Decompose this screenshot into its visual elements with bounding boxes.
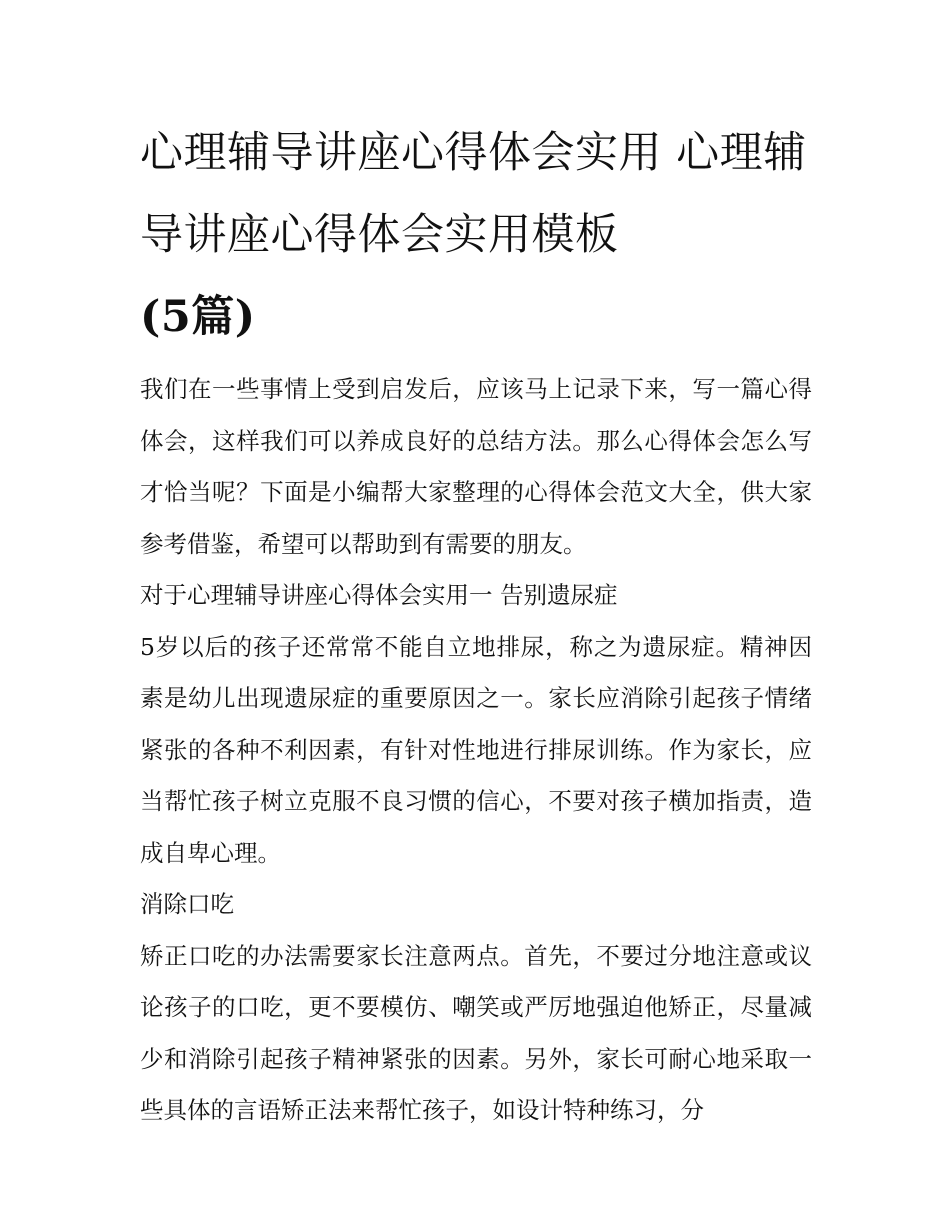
intro-paragraph: 我们在一些事情上受到启发后，应该马上记录下来，写一篇心得体会，这样我们可以养成良好的总结方法。那么心得体会怎么写才恰当呢？下面是小编帮大家整理的心得体会范文大全，供大家参考借鉴，希望可以帮助到有需要的朋友。	[140, 375, 812, 558]
document-page	[140, 112, 812, 1137]
section-body-1: 5岁以后的孩子还常常不能自立地排尿，称之为遗尿症。精神因素是幼儿出现遗尿症的重要原因之一。家长应消除引起孩子情绪紧张的各种不利因素，有针对性地进行排尿训练。作为家长，应当帮忙孩子树立克服不良习惯的信心，不要对孩子横加指责，造成自卑心理。	[140, 632, 812, 867]
section-body-2: 矫正口吃的办法需要家长注意两点。首先，不要过分地注意或议论孩子的口吃，更不要模仿、嘲笑或严厉地强迫他矫正，尽量减少和消除引起孩子精神紧张的因素。另外，家长可耐心地采取一些具体的言语矫正法来帮忙孩子，如设计特种练习，分	[140, 941, 812, 1124]
document-title-suffix: (5篇)	[140, 292, 256, 342]
document-title-text: 心理辅导讲座心得体会实用 心理辅导讲座心得体会实用模板	[140, 128, 807, 260]
section-heading-2: 消除口吃	[140, 890, 234, 918]
section-heading-1: 对于心理辅导讲座心得体会实用一 告别遗尿症	[140, 581, 618, 609]
document-title	[140, 112, 812, 358]
